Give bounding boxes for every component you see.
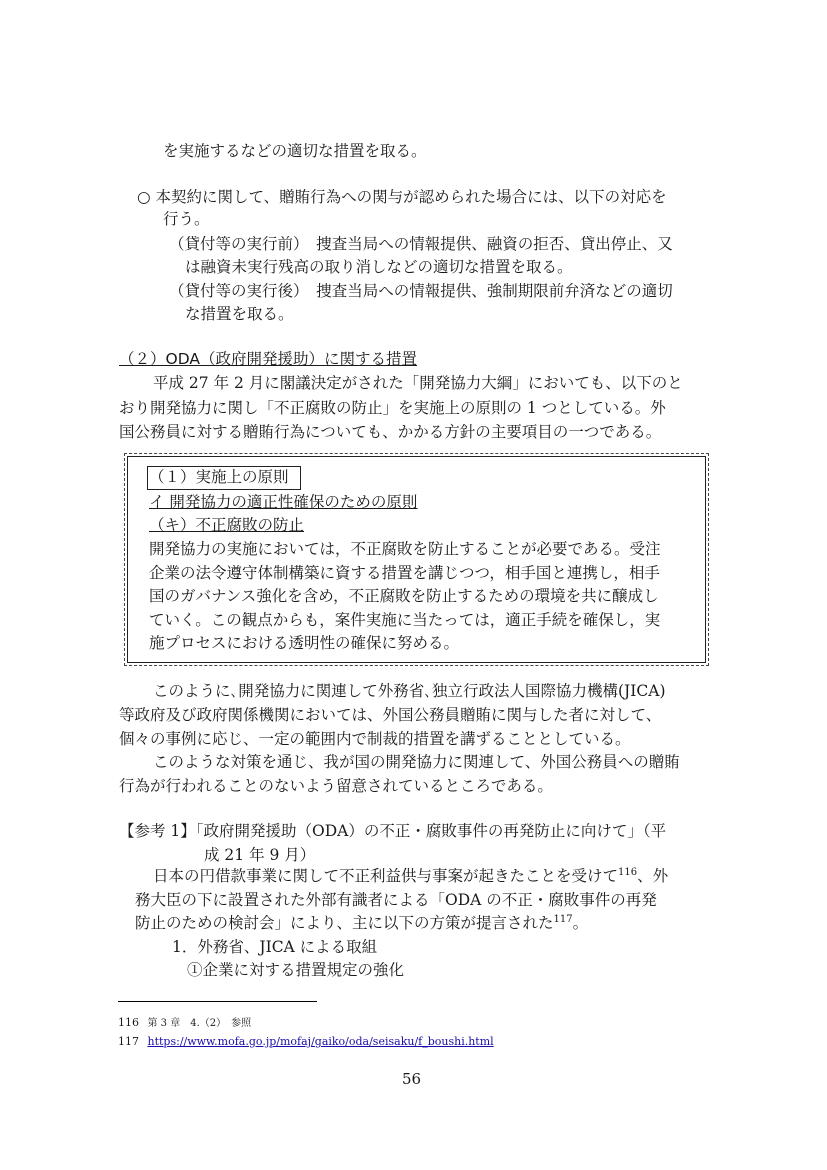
footnote-number: 116 [118,1016,139,1029]
body-line: このように､開発協力に関連して外務省､独立行政法人国際協力機構(JICA) [153,682,666,700]
body-line: 行為が行われることのないよう留意されているところである。 [119,777,553,795]
paragraph-continuation: を実施するなどの適切な措置を取る。 [163,142,427,160]
footnote-divider [118,1001,317,1002]
footnote-ref[interactable]: 117 [553,914,573,925]
reference-title: 成 21 年 9 月） [204,846,316,864]
body-line: おり開発協力に関し「不正腐敗の防止」を実施上の原則の 1 つとしている。外 [119,399,666,417]
footnote-number: 117 [118,1035,139,1048]
quote-line: 開発協力の実施においては，不正腐敗を防止することが必要である。受注 [149,540,661,558]
footnote-link[interactable]: https://www.mofa.go.jp/mofaj/gaiko/oda/seisaku/f_boushi.html [147,1035,494,1048]
section-heading: （２）ODA（政府開発援助）に関する措置 [119,350,417,368]
page-number: 56 [402,1070,422,1088]
bullet-subitem-before: （貸付等の実行前） 捜査当局への情報提供、融資の拒否、貸出停止、又 [169,235,673,253]
reference-title: 【参考 1】「政府開発援助（ODA）の不正・腐敗事件の再発防止に向けて」（平 [119,822,667,840]
quote-heading-1: （１）実施上の原則 [149,468,289,486]
quote-line: 企業の法令遵守体制構築に資する措置を講じつつ，相手国と連携し，相手 [149,564,660,582]
quote-line: 施プロセスにおける透明性の確保に努める。 [149,634,460,652]
bullet-subitem-before: は融資未実行残高の取り消しなどの適切な措置を取る。 [185,258,573,276]
quote-line: 国のガバナンス強化を含め，不正腐敗を防止するための環境を共に醸成し [149,587,659,605]
body-line: このような対策を通じ、我が国の開発協力に関連して、外国公務員への贈賄 [153,753,680,771]
quote-heading-3: （キ）不正腐敗の防止 [149,516,305,534]
quote-heading-2: イ 開発協力の適正性確保のための原則 [149,493,418,511]
footnote [118,1016,251,1031]
reference-item: 1．外務省、JICA による取組 [172,938,378,956]
body-line: 平成 27 年 2 月に閣議決定がされた「開発協力大綱」においても、以下のと [153,374,683,392]
footnote-text: 第 3 章 4.（2） 参照 [147,1018,252,1029]
bullet-line: 行う。 [163,210,210,228]
reference-line: 務大臣の下に設置された外部有識者による「ODA の不正・腐敗事件の再発 [135,891,657,909]
bullet-subitem-after: な措置を取る。 [185,305,294,323]
footnote-ref[interactable]: 116 [618,867,638,878]
reference-line: 日本の円借款事業に関して不正利益供与事案が起きたことを受けて$^{116}$、外 [153,867,669,885]
quote-line: ていく。この観点からも，案件実施に当たっては，適正手続を確保し，実 [149,611,661,629]
reference-line: 防止のための検討会」により、主に以下の方策が提言された$^{117}$。 [135,914,589,932]
reference-subitem: ①企業に対する措置規定の強化 [187,961,405,979]
footnote [118,1035,494,1049]
body-line: 等政府及び政府関係機関においては、外国公務員贈賄に関与した者に対して、 [119,706,662,724]
body-line: 国公務員に対する贈賄行為についても、かかる方針の主要項目の一つである。 [119,423,662,441]
body-line: 個々の事例に応じ、一定の範囲内で制裁的措置を講ずることとしている。 [119,730,631,748]
bullet-line: ○ 本契約に関して、贈賄行為への関与が認められた場合には、以下の対応を [137,188,667,206]
bullet-subitem-after: （貸付等の実行後） 捜査当局への情報提供、強制期限前弁済などの適切 [169,282,673,300]
